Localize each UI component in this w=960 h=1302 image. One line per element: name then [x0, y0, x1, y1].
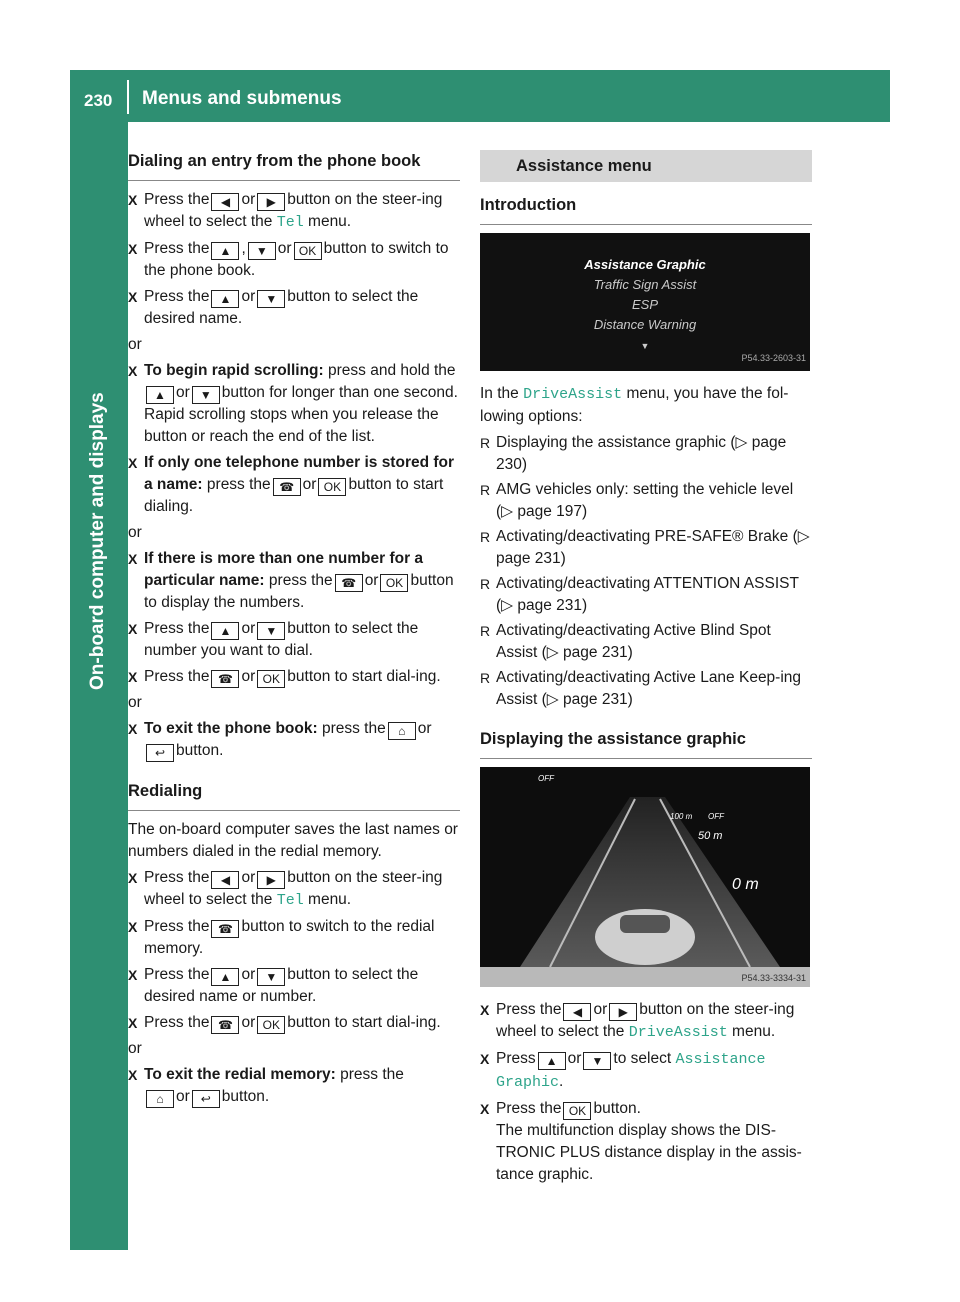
menu-item: ESP: [631, 297, 658, 312]
redial-intro: The on-board computer saves the last names or numbers dialed in the redial memory.: [128, 821, 458, 860]
up-key: ▲: [211, 242, 239, 260]
down-key: ▼: [248, 242, 276, 260]
graphic-label: OFF: [538, 774, 554, 783]
step: X Press ▲ or ▼ to select Assistance Graphic.: [480, 1048, 812, 1094]
up-key: ▲: [211, 290, 239, 308]
phone-icon: ☎: [211, 670, 239, 688]
step: X Press the ▲ , ▼ or OK button to switch to the phone book.: [128, 238, 460, 282]
right-column: [480, 150, 812, 1190]
menu-item: Traffic Sign Assist: [593, 277, 697, 292]
graphic-label: 0 m: [732, 876, 759, 893]
section-heading-introduction: Introduction: [480, 194, 812, 225]
scroll-down-icon: ▼: [640, 341, 650, 351]
header-divider: [127, 80, 129, 114]
step: X Press the ▲ or ▼ button to select the number you want to dial.: [128, 618, 460, 662]
ok-key: OK: [257, 1016, 285, 1034]
step: X Press the ☎ or OK button to start dial-ing.: [128, 1012, 460, 1034]
phone-icon: ☎: [211, 1016, 239, 1034]
or-text: or: [128, 524, 142, 541]
side-tab-label: On-board computer and displays: [87, 392, 108, 690]
down-key: ▼: [583, 1052, 611, 1070]
list-item: R Activating/deactivating ATTENTION ASSIST (▷ page 231): [480, 573, 812, 617]
ok-key: OK: [318, 478, 346, 496]
hang-up-icon: ⌂: [146, 1090, 174, 1108]
menu-item: Assistance Graphic: [584, 257, 706, 272]
ok-key: OK: [257, 670, 285, 688]
up-key: ▲: [146, 386, 174, 404]
down-key: ▼: [257, 968, 285, 986]
step: X Press the ◀ or ▶ button on the steer-ing wheel to select the DriveAssist menu.: [480, 999, 812, 1044]
step: X To exit the redial memory: press the ⌂ or ↩ button.: [128, 1064, 460, 1108]
left-key: ◀: [563, 1003, 591, 1021]
menu-code: DriveAssist: [523, 386, 623, 403]
left-key: ◀: [211, 193, 239, 211]
image-code: P54.33-3334-31: [741, 973, 806, 983]
step: X Press the ▲ or ▼ button to select the desired name or number.: [128, 964, 460, 1008]
phone-icon: ☎: [273, 478, 301, 496]
right-key: ▶: [257, 871, 285, 889]
up-key: ▲: [211, 968, 239, 986]
back-icon: ↩: [192, 1090, 220, 1108]
down-key: ▼: [257, 622, 285, 640]
right-key: ▶: [609, 1003, 637, 1021]
ok-key: OK: [380, 574, 408, 592]
distronic-graphic: [480, 767, 810, 987]
assistance-graphic-screen: [480, 767, 810, 987]
down-key: ▼: [257, 290, 285, 308]
list-item: R Displaying the assistance graphic (▷ page 230): [480, 432, 812, 476]
step: X Press the ▲ or ▼ button to select the desired name.: [128, 286, 460, 330]
ok-key: OK: [294, 242, 322, 260]
hang-up-icon: ⌂: [388, 722, 416, 740]
list-item: R Activating/deactivating Active Blind Spot Assist (▷ page 231): [480, 620, 812, 664]
back-icon: ↩: [146, 744, 174, 762]
or-text: or: [128, 694, 142, 711]
step: X Press the ◀ or ▶ button on the steer-ing wheel to select the Tel menu.: [128, 867, 460, 912]
list-item: R Activating/deactivating PRE-SAFE® Brake (▷ page 231): [480, 526, 812, 570]
section-heading-display: Displaying the assistance graphic: [480, 728, 812, 759]
list-item: R AMG vehicles only: setting the vehicle level (▷ page 197): [480, 479, 812, 523]
page-title: Menus and submenus: [142, 88, 342, 109]
car-windshield: [620, 915, 670, 933]
phone-icon: ☎: [211, 920, 239, 938]
step: X To begin rapid scrolling: press and hold the▲ or ▼ button for longer than one second. Rapid scrolling stops when you release the button or reach the end of the list.: [128, 360, 460, 448]
step: X Press the ☎ or OK button to start dial-ing.: [128, 666, 460, 688]
section-banner: Assistance menu: [480, 150, 812, 182]
intro-text: In the DriveAssist menu, you have the fol-lowing options:: [480, 385, 789, 425]
graphic-label: 50 m: [698, 830, 723, 842]
or-text: or: [128, 1040, 142, 1057]
page-number: 230: [84, 91, 113, 110]
menu-code: Tel: [276, 892, 304, 909]
left-key: ◀: [211, 871, 239, 889]
left-column: [128, 150, 460, 1112]
down-key: ▼: [192, 386, 220, 404]
up-key: ▲: [538, 1052, 566, 1070]
menu-item: Distance Warning: [593, 317, 697, 332]
phone-icon: ☎: [335, 574, 363, 592]
or-text: or: [128, 336, 142, 353]
section-heading-dialing: Dialing an entry from the phone book: [128, 150, 460, 181]
section-heading-redialing: Redialing: [128, 780, 460, 811]
right-key: ▶: [257, 193, 285, 211]
step: X Press the ☎ button to switch to the redial memory.: [128, 916, 460, 960]
ok-key: OK: [563, 1102, 591, 1120]
step: X Press the ◀ or ▶ button on the steer-ing wheel to select the Tel menu.: [128, 189, 460, 234]
menu-code: Assistance Graphic: [496, 1051, 766, 1091]
menu-code: DriveAssist: [628, 1024, 728, 1041]
assistance-menu-screen: [480, 233, 810, 371]
list-item: R Activating/deactivating Active Lane Keep-ing Assist (▷ page 231): [480, 667, 812, 711]
step: X If only one telephone number is stored for a name: press the ☎ or OK button to start dialing.: [128, 452, 460, 518]
step: X Press the OK button. The multifunction display shows the DIS-TRONIC PLUS distance display in the assis-tance graphic.: [480, 1098, 812, 1186]
step: X If there is more than one number for a particular name: press the ☎ or OK button to display the numbers.: [128, 548, 460, 614]
step: X To exit the phone book: press the ⌂ or ↩ button.: [128, 718, 460, 762]
image-code: P54.33-2603-31: [741, 353, 806, 363]
menu-code: Tel: [276, 214, 304, 231]
up-key: ▲: [211, 622, 239, 640]
graphic-label: 100 m: [670, 812, 693, 821]
graphic-label: OFF: [708, 812, 724, 821]
